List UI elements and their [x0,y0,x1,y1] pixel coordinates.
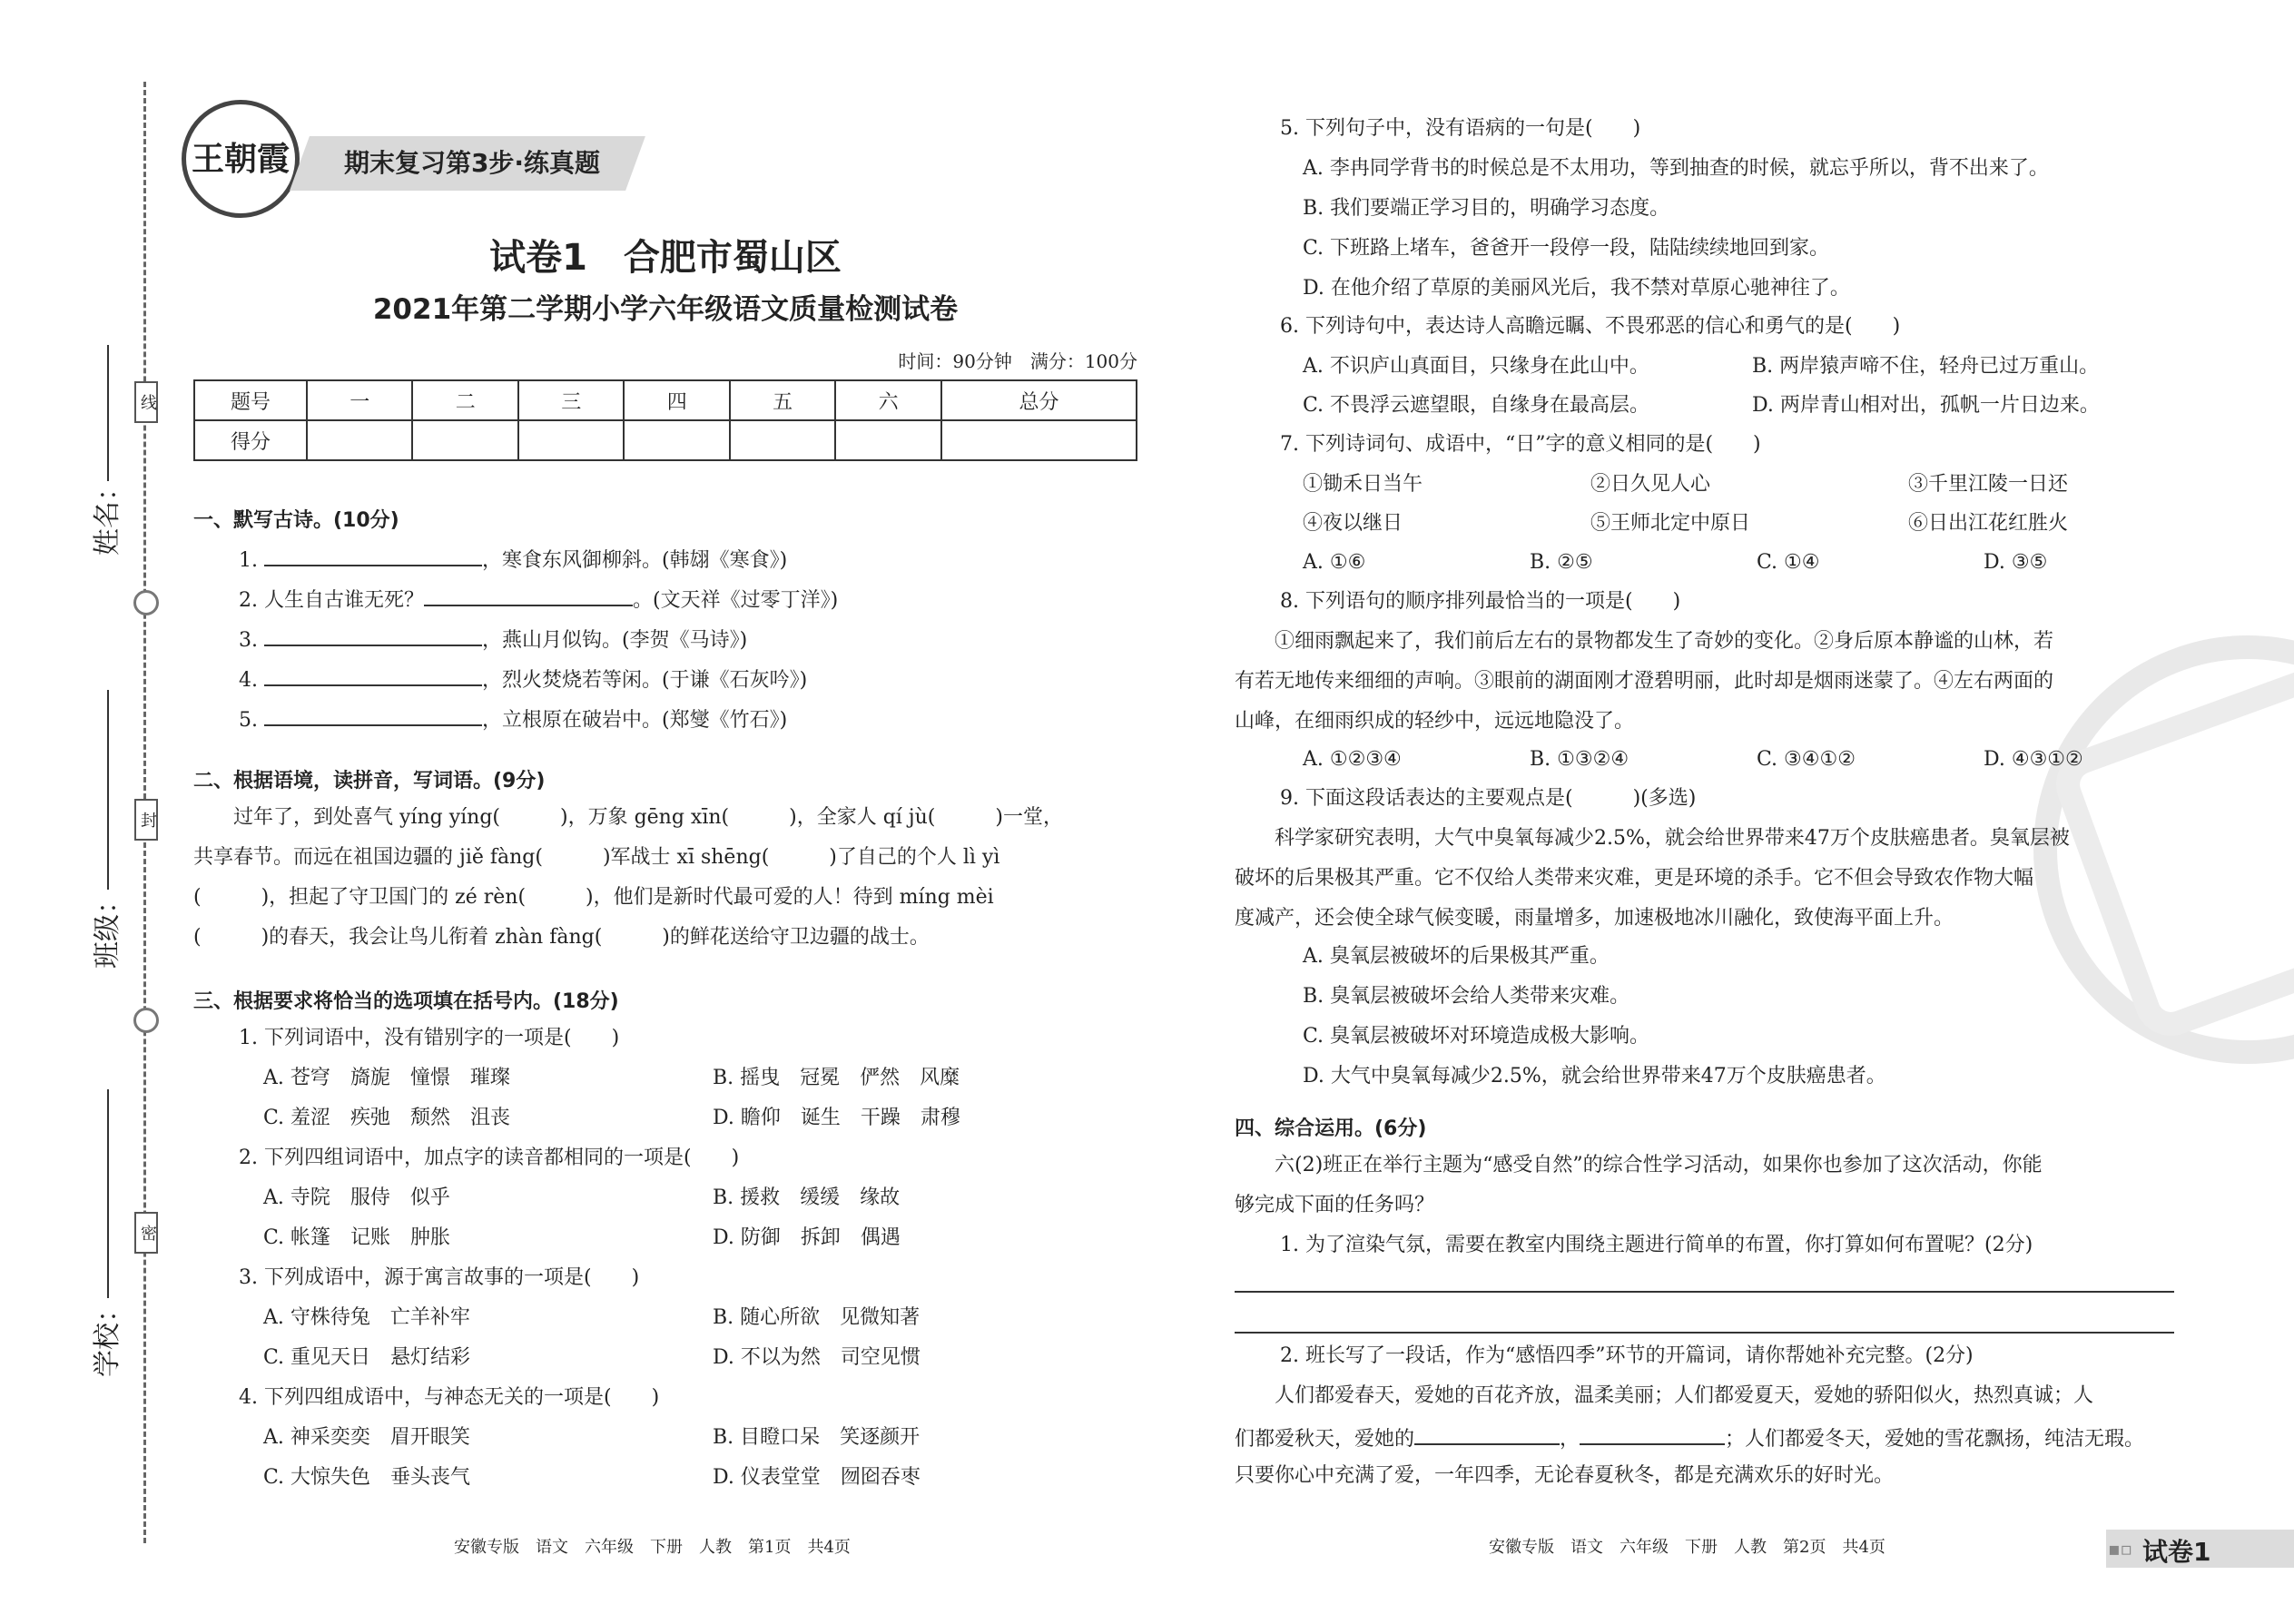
answer-blank[interactable] [1580,1423,1725,1445]
binding-hole [133,1008,159,1033]
poem-item: 4. ，烈火焚烧若等闲。(于谦《石灰吟》) [239,664,807,694]
option[interactable]: C. 大惊失色 垂头丧气 [263,1466,471,1489]
option[interactable]: B. 目瞪口呆 笑逐颜开 [713,1426,921,1449]
question: 5. 下列句子中，没有语病的一句是( ) [1280,117,1641,140]
score-cell[interactable] [518,420,624,460]
corner-label: 试卷1 [2142,1537,2211,1567]
passage-line: 度减产，还会使全球气候变暖，雨量增多，加速极地冰川融化，致使海平面上升。 [1235,907,1954,930]
q7-item: ⑤王师北定中原日 [1590,512,1751,535]
poem-item: 1. ，寒食东风御柳斜。(韩翃《寒食》) [239,545,787,574]
option[interactable]: D. 在他介绍了草原的美丽风光后，我不禁对草原心驰神往了。 [1303,277,1850,300]
passage-line: 人们都爱春天，爱她的百花齐放，温柔美丽；人们都爱夏天，爱她的骄阳似火，热烈真诚；人 [1235,1384,2094,1407]
brand-logo: 王朝霞 [182,100,300,218]
binding-tag-line: 线 [134,381,158,423]
option[interactable]: D. 大气中臭氧每减少2.5%，就会给世界带来47万个皮肤癌患者。 [1303,1065,1886,1088]
option[interactable]: C. 臭氧层被破坏对环境造成极大影响。 [1303,1025,1650,1048]
answer-line[interactable] [1235,1291,2174,1293]
option[interactable]: A. 寺院 服侍 似乎 [263,1186,450,1209]
score-header-cell: 五 [730,380,835,420]
school-field[interactable] [107,1089,109,1298]
option[interactable]: D. 不以为然 司空见惯 [713,1346,921,1369]
exam-subtitle: 2021年第二学期小学六年级语文质量检测试卷 [372,293,959,326]
option[interactable]: A. 李冉同学背书的时候总是不太用功，等到抽查的时候，就忘乎所以，背不出来了。 [1303,157,2049,180]
q7-item: ③千里江陵一日还 [1908,473,2069,496]
q7-item: ①锄禾日当午 [1303,473,1423,496]
answer-blank[interactable] [264,704,482,726]
score-cell[interactable] [730,420,835,460]
option[interactable]: D. 瞻仰 诞生 干躁 肃穆 [713,1107,960,1129]
section-2-heading: 二、根据语境，读拼音，写词语。(9分) [193,770,546,792]
passage-line: 科学家研究表明，大气中臭氧每减少2.5%，就会给世界带来47万个皮肤癌患者。臭氧层被 [1235,827,2070,850]
passage-line: 六(2)班正在举行主题为“感受自然”的综合性学习活动，如果你也参加了这次活动，你能 [1235,1154,2043,1176]
option[interactable]: D. 两岸青山相对出，孤帆一片日边来。 [1752,394,2100,417]
name-label: 姓名： [92,474,123,556]
option[interactable]: C. 重见天日 悬灯结彩 [263,1346,471,1369]
score-label-cell: 得分 [194,420,307,460]
option[interactable]: B. 摇曳 冠冕 俨然 风糜 [713,1067,960,1089]
option[interactable]: A. 苍穹 旖旎 憧憬 璀璨 [263,1067,510,1089]
answer-blank[interactable] [264,664,482,686]
option[interactable]: A. 不识庐山真面目，只缘身在此山中。 [1303,355,1649,378]
passage-line: ①细雨飘起来了，我们前后左右的景物都发生了奇妙的变化。②身后原本静谧的山林，若 [1235,630,2054,653]
score-table [193,379,1137,461]
score-cell[interactable] [624,420,729,460]
score-header-cell: 总分 [941,380,1137,420]
pinyin-paragraph-line: 共享春节。而远在祖国边疆的 jiě fàng( )军战士 xī shēng( )了自己的个人 lì yì [193,846,1000,869]
answer-line[interactable] [1235,1332,2174,1334]
question: 7. 下列诗词句、成语中，“日”字的意义相同的是( ) [1280,433,1761,456]
option[interactable]: C. ①④ [1757,551,1820,574]
passage-line: 山峰，在细雨织成的轻纱中，远远地隐没了。 [1235,710,1635,733]
score-header-cell: 题号 [194,380,307,420]
poem-item: 3. ，燕山月似钩。(李贺《马诗》) [239,625,747,654]
pinyin-paragraph-line: ( )，担起了守卫国门的 zé rèn( )，他们是新时代最可爱的人！待到 míng mèi [193,886,994,909]
option[interactable]: A. 守株待兔 亡羊补牢 [263,1306,470,1329]
poem-item: 2. 人生自古谁无死？ 。(文天祥《过零丁洋》) [239,585,838,614]
option[interactable]: C. ③④①② [1757,748,1856,771]
score-header-cell: 四 [624,380,729,420]
q7-item: ②日久见人心 [1590,473,1711,496]
school-label: 学校： [92,1295,123,1377]
exam-title: 试卷1 合肥市蜀山区 [489,237,842,279]
section-1-heading: 一、默写古诗。(10分) [193,509,399,532]
answer-blank[interactable] [424,585,633,606]
score-cell[interactable] [835,420,940,460]
question: 2. 下列四组词语中，加点字的读音都相同的一项是( ) [239,1147,740,1169]
question: 9. 下面这段话表达的主要观点是( )(多选) [1280,787,1697,810]
passage-line: 有若无地传来细细的声响。③眼前的湖面刚才澄碧明丽，此时却是烟雨迷蒙了。④左右两面的 [1235,670,2054,693]
poem-item: 5. ，立根原在破岩中。(郑燮《竹石》) [239,704,787,733]
corner-dots: ▪▫ [2108,1538,2133,1560]
binding-hole [133,590,159,615]
option[interactable]: C. 帐篷 记账 肿胀 [263,1226,451,1249]
option[interactable]: A. 神采奕奕 眉开眼笑 [263,1426,470,1449]
score-header-cell: 三 [518,380,624,420]
option[interactable]: D. ④③①② [1984,748,2083,771]
option[interactable]: D. 防御 拆卸 偶遇 [713,1226,901,1249]
answer-blank[interactable] [1414,1423,1560,1445]
passage-line: 只要你心中充满了爱，一年四季，无论春夏秋冬，都是充满欢乐的好时光。 [1235,1464,1895,1487]
pinyin-paragraph-line: ( )的春天，我会让鸟儿衔着 zhàn fàng( )的鲜花送给守卫边疆的战士。 [193,926,930,949]
score-header-cell: 一 [307,380,412,420]
class-label: 班级： [92,887,123,969]
option[interactable]: B. ②⑤ [1530,551,1593,574]
section-4-heading: 四、综合运用。(6分) [1235,1117,1427,1140]
passage-line: 破坏的后果极其严重。它不仅给人类带来灾难，更是环境的杀手。它不但会导致农作物大幅 [1235,867,2034,890]
score-cell[interactable] [941,420,1137,460]
pinyin-paragraph-line: 过年了，到处喜气 yíng yíng( )，万象 gēng xīn( )，全家人 qí jù( )一堂， [193,806,1063,829]
option[interactable]: B. 随心所欲 见微知著 [713,1306,921,1329]
passage-line: 们都爱秋天，爱她的 ， ；人们都爱冬天，爱她的雪花飘扬，纯洁无瑕。 [1235,1423,2144,1452]
passage-line: 够完成下面的任务吗？ [1235,1194,1435,1216]
option[interactable]: C. 羞涩 疾弛 颓然 沮丧 [263,1107,511,1129]
section-3-heading: 三、根据要求将恰当的选项填在括号内。(18分) [193,990,619,1013]
score-cell[interactable] [307,420,412,460]
option[interactable]: D. 仪表堂堂 囫囵吞枣 [713,1466,921,1489]
option[interactable]: A. 臭氧层被破坏的后果极其严重。 [1303,945,1610,968]
option[interactable]: A. ①⑥ [1303,551,1366,574]
time-score: 时间：90分钟 满分：100分 [898,350,1137,372]
option[interactable]: B. 两岸猿声啼不住，轻舟已过万重山。 [1752,355,2100,378]
score-header-cell: 二 [412,380,517,420]
option[interactable]: B. 臭氧层被破坏会给人类带来灾难。 [1303,985,1630,1008]
class-field[interactable] [107,690,109,890]
option[interactable]: B. ①③②④ [1530,748,1629,771]
question: 1. 下列词语中，没有错别字的一项是( ) [239,1027,620,1049]
score-header-cell: 六 [835,380,940,420]
name-field[interactable] [107,345,109,481]
option[interactable]: C. 下班路上堵车，爸爸开一段停一段，陆陆续续地回到家。 [1303,237,1830,260]
question: 2. 班长写了一段话，作为“感悟四季”环节的开篇词，请你帮她补充完整。(2分) [1280,1344,1974,1367]
q7-item: ④夜以继日 [1303,512,1403,535]
option[interactable]: D. ③⑤ [1984,551,2048,574]
option[interactable]: B. 我们要端正学习目的，明确学习态度。 [1303,197,1670,220]
option[interactable]: C. 不畏浮云遮望眼，自缘身在最高层。 [1303,394,1650,417]
page-footer-right: 安徽专版 语文 六年级 下册 人教 第2页 共4页 [1489,1538,1885,1557]
option[interactable]: A. ①②③④ [1303,748,1402,771]
q7-item: ⑥日出江花红胜火 [1908,512,2069,535]
question: 3. 下列成语中，源于寓言故事的一项是( ) [239,1266,640,1289]
banner-text: 期末复习第3步·练真题 [343,148,601,178]
question: 8. 下列语句的顺序排列最恰当的一项是( ) [1280,590,1681,613]
binding-tag-secret: 密 [134,1212,158,1254]
question: 6. 下列诗句中，表达诗人高瞻远瞩、不畏邪恶的信心和勇气的是( ) [1280,315,1901,338]
question: 1. 为了渲染气氛，需要在教室内围绕主题进行简单的布置，你打算如何布置呢？(2分) [1280,1234,2033,1256]
question: 4. 下列四组成语中，与神态无关的一项是( ) [239,1386,660,1409]
answer-blank[interactable] [264,625,482,646]
option[interactable]: B. 援救 缓缓 缘故 [713,1186,901,1209]
score-cell[interactable] [412,420,517,460]
answer-blank[interactable] [264,545,482,566]
binding-tag-seal: 封 [134,799,158,841]
page-footer-left: 安徽专版 语文 六年级 下册 人教 第1页 共4页 [454,1538,851,1557]
